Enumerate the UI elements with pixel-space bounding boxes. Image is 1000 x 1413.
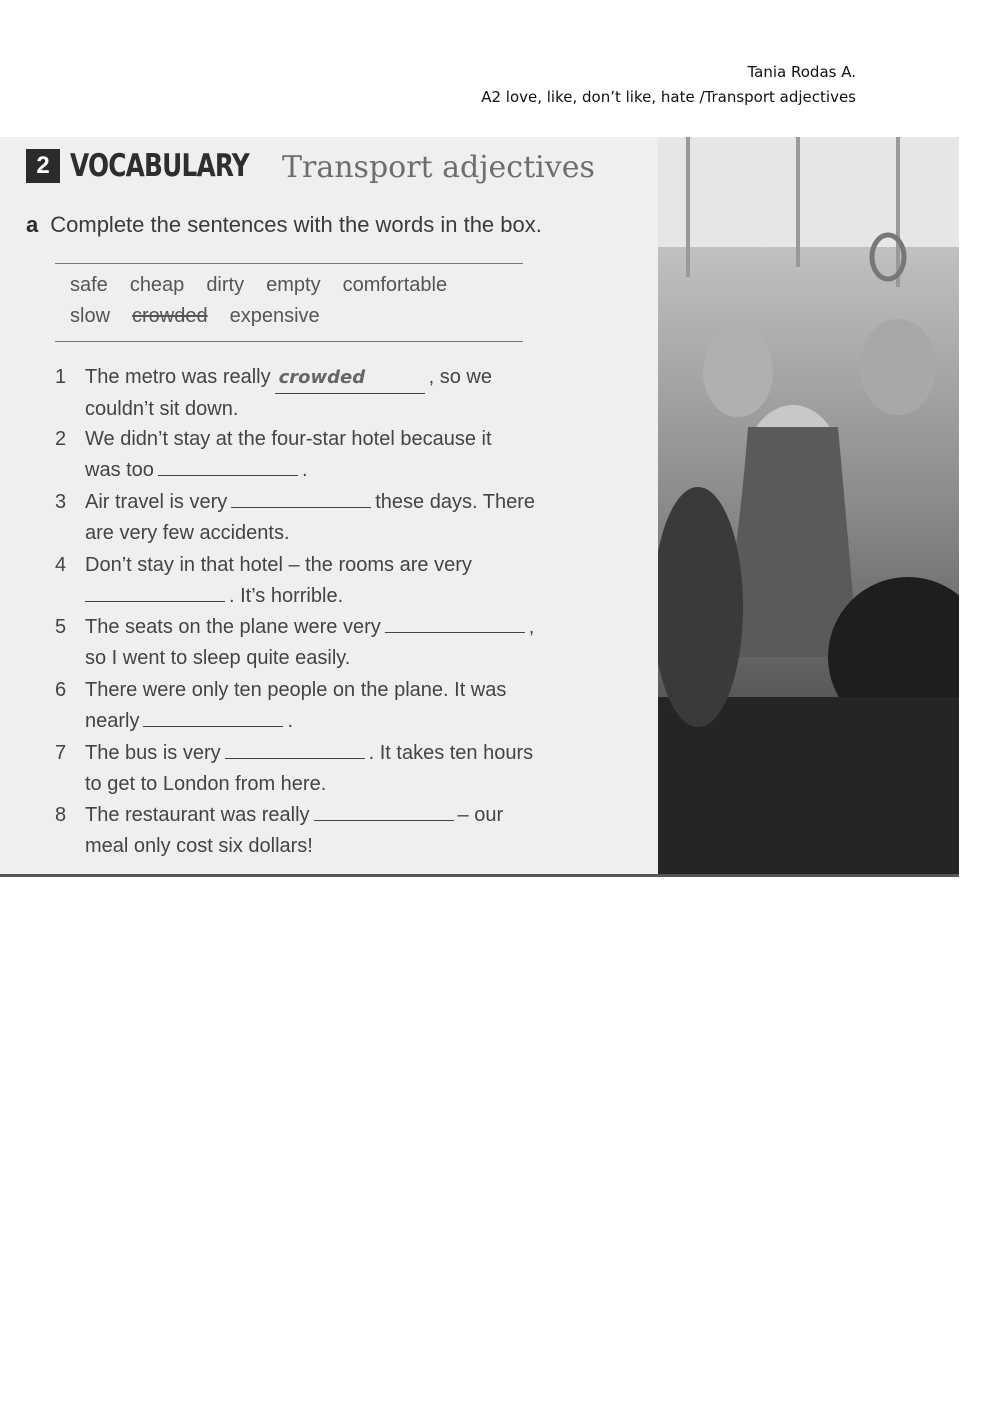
exercise-text: The metro was really [85,366,271,388]
exercise-text: , so we [428,366,492,388]
word-box-bottom-rule [55,341,523,342]
exercise-text: couldn’t sit down. [85,398,239,420]
exercise-item-2 [55,424,492,486]
exercise-number: 8 [55,804,67,826]
word-box-item: slow [70,305,111,327]
word-box-item: comfortable [342,274,448,296]
answer-blank[interactable] [85,581,225,602]
word-box-item: empty [266,274,321,296]
exercise-text: The restaurant was really [85,804,310,826]
exercise-number: 1 [55,366,67,388]
exercise-item-5 [55,612,534,674]
word-box-row-2 [70,305,342,328]
section-topic: Transport adjectives [282,150,595,185]
exercise-text: , [528,616,535,638]
exercise-item-4 [55,550,472,612]
word-box-item: dirty [206,274,245,296]
author-name: Tania Rodas A. [747,63,856,81]
exercise-text: . It’s horrible. [229,585,344,607]
crowded-train-photo [658,137,959,877]
exercise-text: . [301,459,308,481]
word-box-row-1 [70,274,469,297]
exercise-text: The seats on the plane were very [85,616,381,638]
example-answer: crowded [275,362,425,394]
exercise-item-6 [55,675,506,737]
exercise-number: 2 [55,428,67,450]
answer-blank[interactable] [143,706,283,727]
exercise-text: There were only ten people on the plane. It was [85,679,507,701]
exercise-text: Don’t stay in that hotel – the rooms are very [85,554,472,576]
answer-blank[interactable] [231,487,371,508]
exercise-text: to get to London from here. [85,773,327,795]
exercise-item-8 [55,800,503,862]
answer-blank[interactable] [225,738,365,759]
word-box-item: expensive [229,305,320,327]
exercise-text: nearly [85,710,140,732]
exercise-text: . It takes ten hours [368,742,534,764]
exercise-text: these days. There [375,491,535,513]
photo-illustration [658,137,959,877]
exercise-text: Air travel is very [85,491,228,513]
worksheet-subtitle: A2 love, like, don’t like, hate /Transport adjectives [481,88,856,106]
exercise-item-3 [55,487,535,549]
answer-blank[interactable] [158,455,298,476]
exercise-text: . [287,710,294,732]
instruction-letter: a [26,212,39,237]
word-box-item: safe [70,274,108,296]
section-heading: VOCABULARY [70,148,249,184]
exercise-number: 3 [55,491,67,513]
word-box-top-rule [55,263,523,264]
word-box-item: cheap [129,274,185,296]
section-title [26,148,595,185]
page-header [481,60,856,110]
section-number: 2 [26,149,60,183]
exercise-item-7 [55,738,533,800]
instruction [26,212,542,238]
answer-blank[interactable] [314,800,454,821]
exercise-item-1 [55,362,492,425]
exercise-number: 7 [55,742,67,764]
exercise-text: are very few accidents. [85,522,290,544]
exercise-text: The bus is very [85,742,221,764]
exercise-text: meal only cost six dollars! [85,835,313,857]
exercise-number: 4 [55,554,67,576]
answer-blank[interactable] [385,612,525,633]
exercise-text: We didn’t stay at the four-star hotel because it [85,428,492,450]
bottom-divider [0,874,959,877]
instruction-text: Complete the sentences with the words in the box. [50,212,542,237]
exercise-text: – our [457,804,504,826]
exercise-text: so I went to sleep quite easily. [85,647,351,669]
exercise-number: 5 [55,616,67,638]
exercise-text: was too [85,459,154,481]
word-box-item-used: crowded [132,305,208,327]
exercise-number: 6 [55,679,67,701]
